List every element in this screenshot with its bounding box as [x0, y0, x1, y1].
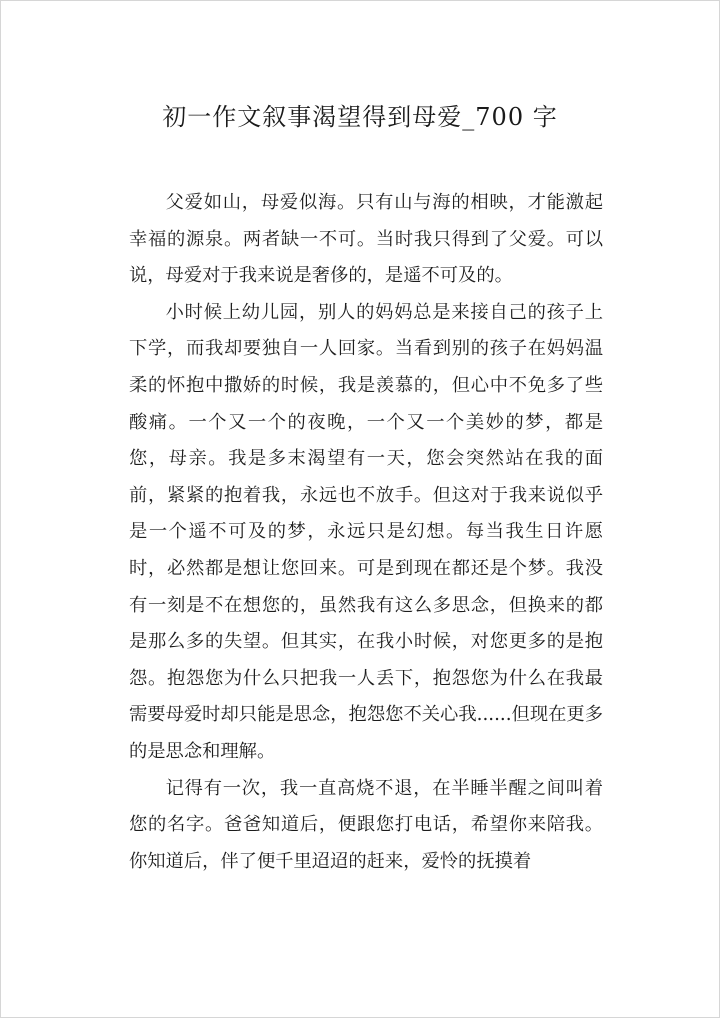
paragraph-2: 小时候上幼儿园，别人的妈妈总是来接自己的孩子上下学，而我却要独自一人回家。当看到别的孩子在妈妈温柔的怀抱中撒娇的时候，我是羡慕的，但心中不免多了些酸痛。一个又一个的夜晚，一个又一个美妙的梦，都是您，母亲。我是多末渴望有一天，您会突然站在我的面前，紧紧的抱着我，永远也不放手。但这对于我来说似乎是一个遥不可及的梦，永远只是幻想。每当我生日许愿时，必然都是想让您回来。可是到现在都还是个梦。我没有一刻是不在想您的，虽然我有这么多思念，但换来的都是那么多的失望。但其实，在我小时候，对您更多的是抱怨。抱怨您为什么只把我一人丢下，抱怨您为什么在我最需要母爱时却只能是思念，抱怨您不关心我......但现在更多的是思念和理解。: [129, 301, 603, 762]
paragraph-1: 父爱如山，母爱似海。只有山与海的相映，才能激起幸福的源泉。两者缺一不可。当时我只得到了父爱。可以说，母爱对于我来说是奢侈的，是遥不可及的。: [129, 192, 603, 287]
document-title: 初一作文叙事渴望得到母爱_700 字: [162, 103, 558, 131]
paragraph-3: 记得有一次，我一直高烧不退，在半睡半醒之间叫着您的名字。爸爸知道后，便跟您打电话，希望你来陪我。你知道后，伴了便千里迢迢的赶来，爱怜的抚摸着: [129, 777, 603, 872]
document-body: [129, 185, 603, 880]
